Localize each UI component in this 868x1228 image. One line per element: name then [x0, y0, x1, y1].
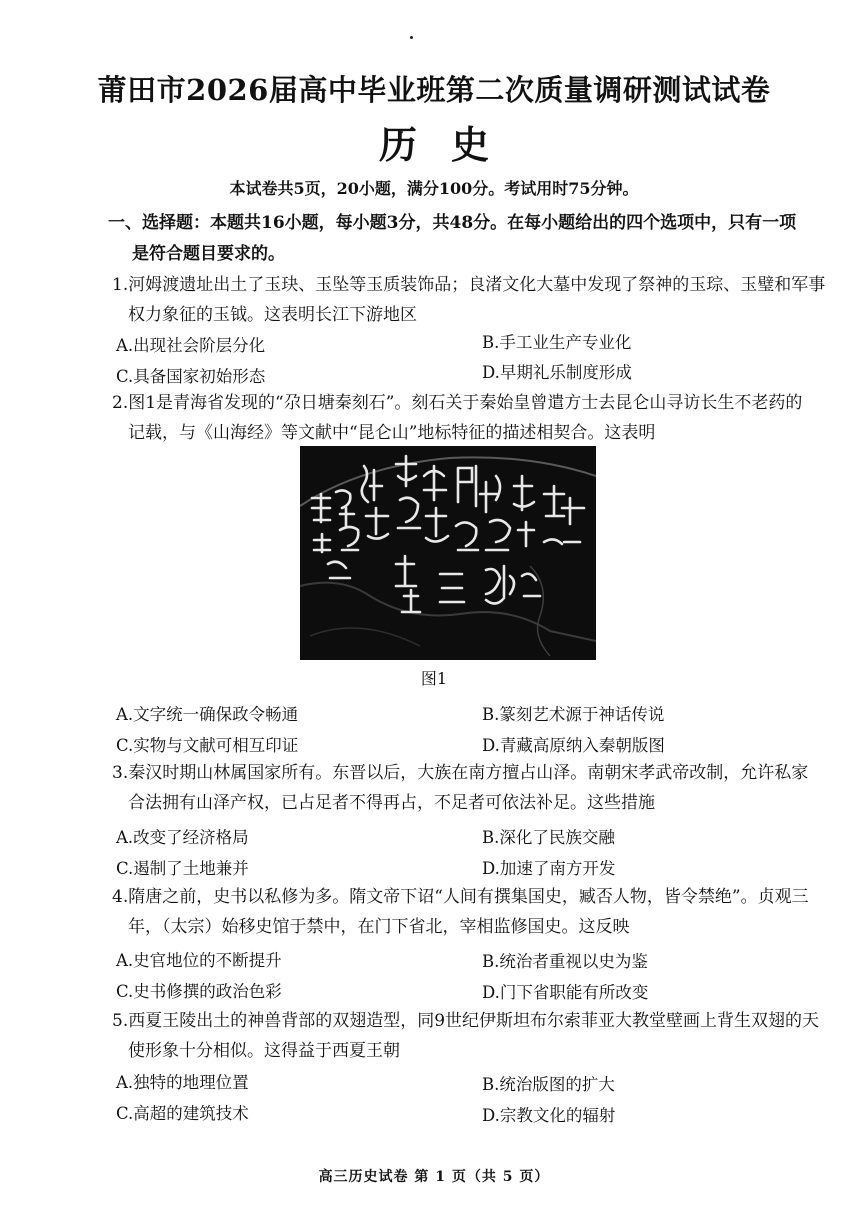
- question-3-option-b[interactable]: B.深化了民族交融: [482, 828, 615, 847]
- question-3-line-1: 3.秦汉时期山林属国家所有。东晋以后，大族在南方擅占山泽。南朝宋孝武帝改制，允许私家: [112, 763, 809, 783]
- question-2-option-d[interactable]: D.青藏高原纳入秦朝版图: [482, 736, 665, 755]
- question-4-line-2: 年，（太宗）始移史馆于禁中，在门下省北，宰相监修国史。这反映: [128, 917, 630, 937]
- question-1-option-a[interactable]: A.出现社会阶层分化: [116, 336, 266, 355]
- question-5-option-b[interactable]: B.统治版图的扩大: [482, 1075, 615, 1094]
- question-5-option-a[interactable]: A.独特的地理位置: [116, 1073, 249, 1092]
- question-2-line-1: 2.图1是青海省发现的“尕日塘秦刻石”。刻石关于秦始皇曾遣方士去昆仑山寻访长生不老药的: [112, 393, 803, 413]
- question-4: [112, 882, 828, 942]
- figure-caption: 图1: [420, 669, 448, 688]
- section-heading: [108, 208, 828, 270]
- question-3-option-a[interactable]: A.改变了经济格局: [116, 828, 249, 847]
- question-2-option-a[interactable]: A.文字统一确保政令畅通: [116, 705, 299, 724]
- question-4-option-a[interactable]: A.史官地位的不断提升: [116, 951, 282, 970]
- exam-info: 本试卷共5页，20小题，满分100分。考试用时75分钟。: [229, 179, 639, 198]
- question-5-line-2: 使形象十分相似。这得益于西夏王朝: [128, 1041, 400, 1061]
- section-line-2: 是符合题目要求的。: [132, 244, 285, 264]
- question-3: [112, 758, 828, 818]
- question-2-line-2: 记载，与《山海经》等文献中“昆仑山”地标特征的描述相契合。这表明: [128, 423, 656, 443]
- question-4-option-d[interactable]: D.门下省职能有所改变: [482, 983, 649, 1002]
- question-1: [112, 270, 828, 330]
- question-4-line-1: 4.隋唐之前，史书以私修为多。隋文帝下诏“人间有撰集国史，臧否人物，皆令禁绝”。贞观三: [112, 887, 809, 907]
- question-4-option-c[interactable]: C.史书修撰的政治色彩: [116, 982, 282, 1001]
- question-3-option-c[interactable]: C.遏制了土地兼并: [116, 859, 249, 878]
- question-5-option-c[interactable]: C.高超的建筑技术: [116, 1104, 249, 1123]
- stone-inscription-graphic: [300, 446, 596, 660]
- section-line-1: 一、选择题：本题共16小题，每小题3分，共48分。在每小题给出的四个选项中，只有一项: [108, 213, 797, 233]
- question-4-option-b[interactable]: B.统治者重视以史为鉴: [482, 952, 648, 971]
- question-1-option-d[interactable]: D.早期礼乐制度形成: [482, 363, 632, 382]
- question-1-line-2: 权力象征的玉钺。这表明长江下游地区: [128, 305, 417, 325]
- question-2-option-b[interactable]: B.篆刻艺术源于神话传说: [482, 705, 665, 724]
- question-1-line-1: 1.河姆渡遗址出土了玉玦、玉坠等玉质装饰品；良渚文化大墓中发现了祭神的玉琮、玉璧和军事: [112, 275, 826, 295]
- question-5: [112, 1006, 828, 1066]
- page-footer: 高三历史试卷 第 1 页（共 5 页）: [318, 1169, 550, 1185]
- question-2: [112, 388, 828, 448]
- question-1-option-c[interactable]: C.具备国家初始形态: [116, 367, 266, 386]
- question-2-option-c[interactable]: C.实物与文献可相互印证: [116, 736, 299, 755]
- question-3-line-2: 合法拥有山泽产权，已占足者不得再占，不足者可依法补足。这些措施: [128, 793, 655, 813]
- scan-speck: [410, 36, 413, 39]
- question-3-option-d[interactable]: D.加速了南方开发: [482, 859, 616, 878]
- stone-inscription-image: [300, 446, 596, 660]
- question-5-line-1: 5.西夏王陵出土的神兽背部的双翅造型，同9世纪伊斯坦布尔索菲亚大教堂壁画上背生双翅的天: [112, 1011, 820, 1031]
- exam-subject: 历史: [378, 122, 523, 167]
- exam-title: 莆田市2026届高中毕业班第二次质量调研测试试卷: [97, 73, 771, 107]
- question-1-option-b[interactable]: B.手工业生产专业化: [482, 333, 632, 352]
- question-5-option-d[interactable]: D.宗教文化的辐射: [482, 1106, 616, 1125]
